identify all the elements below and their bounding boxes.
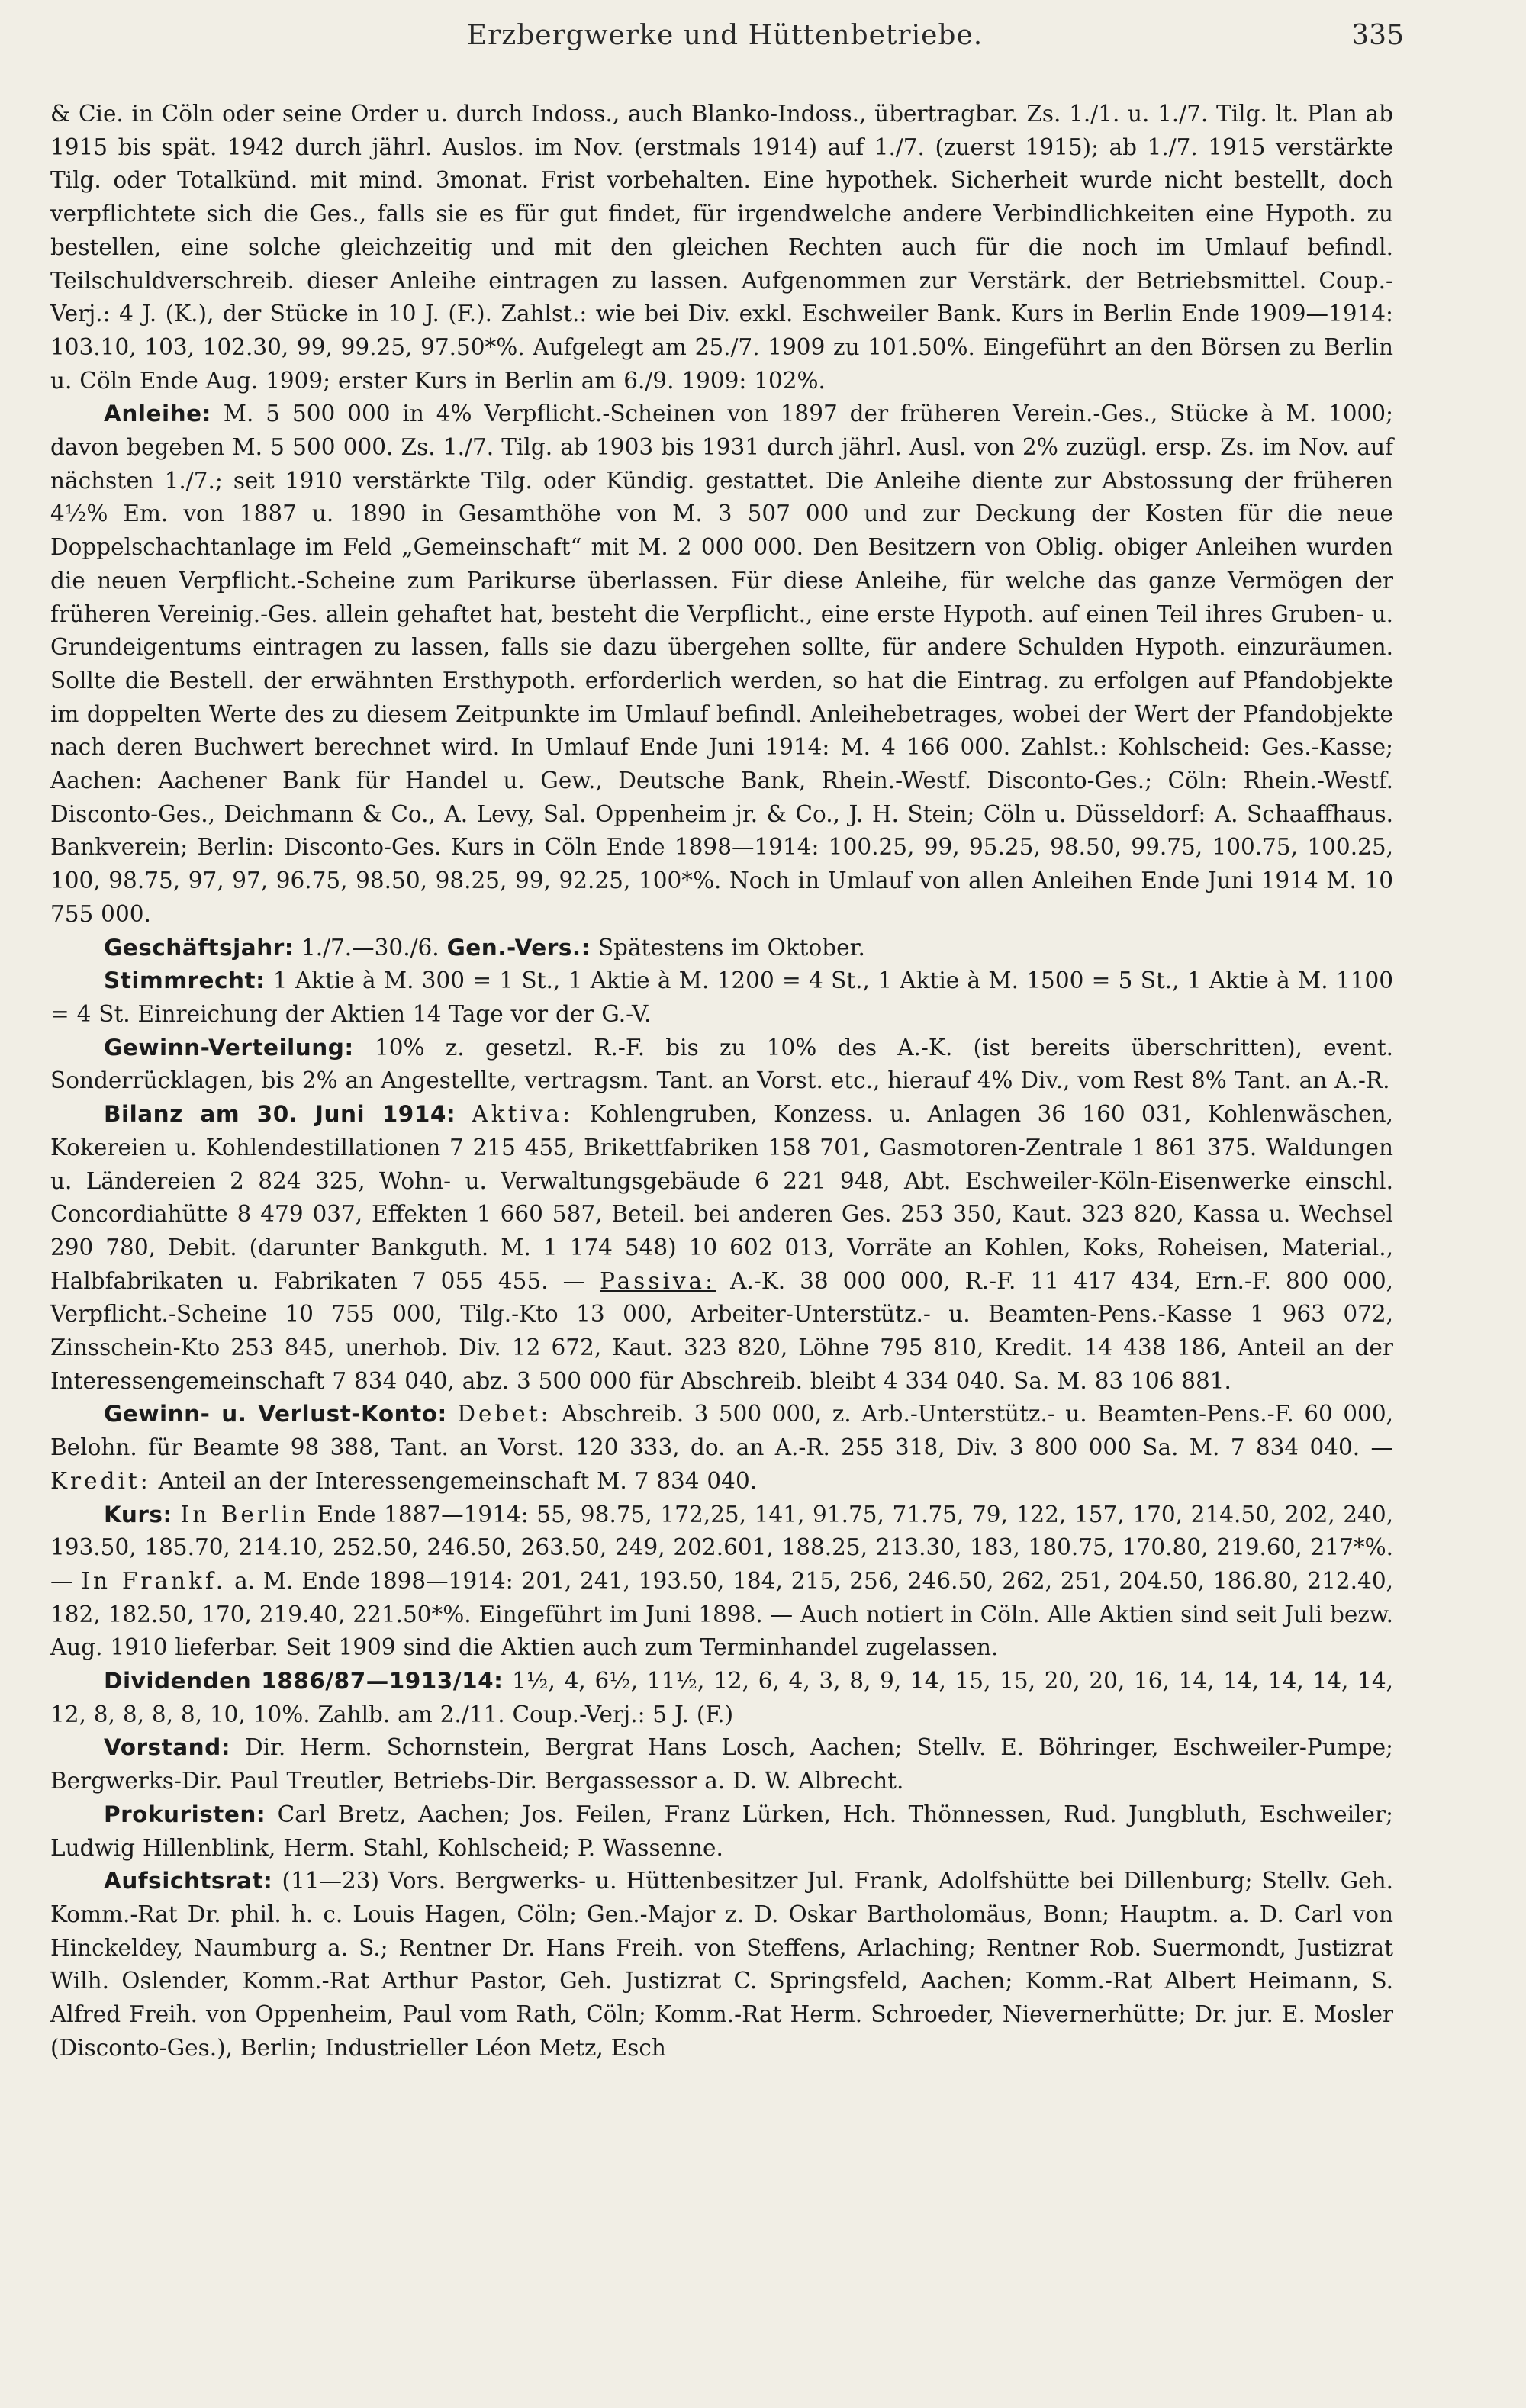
anleihe-text: M. 5 500 000 in 4% Verpflicht.-Scheinen von 1897 der früheren Verein.-Ges., Stücke à M. 1000; davon begeben M. 5 500 000. Zs. 1./7. Tilg. ab 1903 bis 1931 durch jährl. Ausl. von 2% zuzügl. ersp. Zs. im Nov. auf nächsten 1./7.; seit 1910 verstärkte Tilg. oder Kündig. gestattet. Die Anleihe diente zur Abstossung der früheren 4½% Em. von 1887 u. 1890 in Gesamthöhe von M. 3 507 000 und zur Deckung der Kosten für die neue Doppelschachtanlage im Feld „Gemeinschaft“ mit M. 2 000 000. Den Besitzern von Oblig. obiger Anleihen wurden die neuen Verpflicht.-Scheine zum Parikurse überlassen. Für diese Anleihe, für welche das ganze Vermögen der früheren Vereinig.-Ges. allein gehaftet hat, besteht die Verpflicht., eine erste Hypoth. auf einen Teil ihres Gruben- u. Grundeigentums eintragen zu lassen, falls sie dazu übergehen sollte, für andere Schulden Hypoth. einzuräumen. Sollte die Bestell. der erwähnten Ersthypoth. erforderlich werden, so hat die Eintrag. zu erfolgen auf Pfandobjekte im doppelten Werte des zu diesem Zeitpunkte im Umlauf befindl. Anleihebetrages, wobei der Wert der Pfandobjekte nach deren Buchwert berechnet wird. In Umlauf Ende Juni 1914: M. 4 166 000. Zahlst.: Kohlscheid: Ges.-Kasse; Aachen: Aachener Bank für Handel u. Gew., Deutsche Bank, Rhein.-Westf. Disconto-Ges.; Cöln: Rhein.-Westf. Disconto-Ges., Deichmann & Co., A. Levy, Sal. Oppenheim jr. & Co., J. H. Stein; Cöln u. Düsseldorf: A. Schaaffhaus. Bankverein; Berlin: Disconto-Ges. Kurs in Cöln Ende 1898—1914: 100.25, 99, 95.25, 98.50, 99.75, 100.75, 100.25, 100, 98.75, 97, 97, 96.75, 98.50, 98.25, 99, 92.25, 100*%. Noch in Umlauf von allen Anleihen Ende Juni 1914 M. 10 755 000. [50,401,1393,927]
paragraph-geschaeftsjahr [50,932,1393,965]
paragraph-gewinn-verlust [50,1398,1393,1498]
aufsichtsrat-text: (11—23) Vors. Bergwerks- u. Hüttenbesitzer Jul. Frank, Adolfshütte bei Dillenburg; Stellv. Geh. Komm.-Rat Dr. phil. h. c. Louis Hagen, Cöln; Gen.-Major z. D. Oskar Bartholomäus, Bonn; Hauptm. a. D. Carl von Hinckeldey, Naumburg a. S.; Rentner Dr. Hans Freih. von Steffens, Arlaching; Rentner Rob. Suermondt, Justizrat Wilh. Oslender, Komm.-Rat Arthur Pastor, Geh. Justizrat C. Springsfeld, Aachen; Komm.-Rat Albert Heimann, S. Alfred Freih. von Oppenheim, Paul vom Rath, Cöln; Komm.-Rat Herm. Schroeder, Nievernerhütte; Dr. jur. E. Mosler (Disconto-Ges.), Berlin; Industrieller Léon Metz, Esch [50,1868,1393,2061]
gewinn-verteilung-label: Gewinn-Verteilung: [104,1034,354,1061]
geschaeftsjahr-label: Geschäftsjahr: [104,934,295,961]
paragraph-aufsichtsrat [50,1865,1393,2065]
paragraph-stimmrecht [50,964,1393,1031]
page-number: 335 [1351,20,1404,51]
bilanz-label: Bilanz am 30. Juni 1914: [104,1101,456,1128]
paragraph-dividenden [50,1665,1393,1731]
aktiva-label: Aktiva: [472,1101,574,1128]
page-header [53,17,1404,55]
aktiva-text: Kohlengruben, Konzess. u. Anlagen 36 160 031, Kohlenwäschen, Kokereien u. Kohlendestillationen 7 215 455, Brikettfabriken 158 701, Gasmotoren-Zentrale 1 861 375. Waldungen u. Ländereien 2 824 325, Wohn- u. Verwaltungsgebäude 6 221 948, Abt. Eschweiler-Köln-Eisenwerke einschl. Concordiahütte 8 479 037, Effekten 1 660 587, Beteil. bei anderen Ges. 253 350, Kaut. 323 820, Kassa u. Wechsel 290 780, Debit. (darunter Bankguth. M. 1 174 548) 10 602 013, Vorräte an Kohlen, Koks, Roheisen, Material., Halbfabrikaten u. Fabrikaten 7 055 455. — [50,1101,1393,1294]
paragraph-vorstand [50,1731,1393,1798]
paragraph-kurs [50,1499,1393,1666]
prokuristen-text: Carl Bretz, Aachen; Jos. Feilen, Franz Lürken, Hch. Thönnessen, Rud. Jungbluth, Eschweiler; Ludwig Hillenblink, Herm. Stahl, Kohlscheid; P. Wassenne. [50,1801,1393,1861]
kurs-frankfurt-text: a. M. Ende 1898—1914: 201, 241, 193.50, 184, 215, 256, 246.50, 262, 251, 204.50, 186.80, 212.40, 182, 182.50, 170, 219.40, 221.50*%. Eingeführt im Juni 1898. — Auch notiert in Cöln. Alle Aktien sind seit Juli bezw. Aug. 1910 lieferbar. Seit 1909 sind die Aktien auch zum Terminhandel zugelassen. [50,1567,1393,1661]
gewinn-verlust-label: Gewinn- u. Verlust-Konto: [104,1401,447,1428]
kredit-text: Anteil an der Interessengemeinschaft M. 7 834 040. [158,1467,758,1494]
paragraph-anleihe [50,398,1393,931]
debet-text: Abschreib. 3 500 000, z. Arb.-Unterstütz.- u. Beamten-Pens.-F. 60 000, Belohn. für Beamte 98 388, Tant. an Vorst. 120 333, do. an A.-R. 255 318, Div. 3 800 000 Sa. M. 7 834 040. — [50,1401,1393,1461]
stimmrecht-text: 1 Aktie à M. 300 = 1 St., 1 Aktie à M. 1200 = 4 St., 1 Aktie à M. 1500 = 5 St., 1 Aktie à M. 1100 = 4 St. Einreichung der Aktien 14 Tage vor der G.-V. [50,967,1393,1027]
bond-text: & Cie. in Cöln oder seine Order u. durch Indoss., auch Blanko-Indoss., übertragbar. Zs. 1./1. u. 1./7. Tilg. lt. Plan ab 1915 bis spät. 1942 durch jährl. Auslos. im Nov. (erstmals 1914) auf 1./7. (zuerst 1915); ab 1./7. 1915 verstärkte Tilg. oder Totalkünd. mit mind. 3monat. Frist vorbehalten. Eine hypothek. Sicherheit wurde nicht bestellt, doch verpflichtete sich die Ges., falls sie es für gut findet, für irgendwelche andere Verbindlichkeiten eine Hypoth. zu bestellen, eine solche gleichzeitig und mit den gleichen Rechten auch für die noch im Umlauf befindl. Teilschuldverschreib. dieser Anleihe eintragen zu lassen. Aufgenommen zur Verstärk. der Betriebsmittel. Coup.-Verj.: 4 J. (K.), der Stücke in 10 J. (F.). Zahlst.: wie bei Div. exkl. Eschweiler Bank. Kurs in Berlin Ende 1909—1914: 103.10, 103, 102.30, 99, 99.25, 97.50*%. Aufgelegt am 25./7. 1909 zu 101.50%. Eingeführt an den Börsen zu Berlin u. Cöln Ende Aug. 1909; erster Kurs in Berlin am 6./9. 1909: 102%. [50,101,1393,394]
geschaeftsjahr-text: 1./7.—30./6. [301,934,439,961]
kurs-berlin-text: Ende 1887—1914: 55, 98.75, 172,25, 141, 91.75, 71.75, 79, 122, 157, 170, 214.50, 202, 240, 193.50, 185.70, 214.10, 252.50, 246.50, 263.50, 249, 202.601, 188.25, 213.30, 183, 180.75, 170.80, 219.60, 217*%. — [50,1501,1393,1594]
anleihe-label: Anleihe: [104,401,211,427]
paragraph-gewinn-verteilung [50,1032,1393,1098]
vorstand-label: Vorstand: [104,1734,231,1761]
stimmrecht-label: Stimmrecht: [104,967,266,994]
passiva-label: Passiva: [600,1267,716,1294]
paragraph-bilanz [50,1098,1393,1398]
aufsichtsrat-label: Aufsichtsrat: [104,1868,273,1895]
gen-vers-label: Gen.-Vers.: [446,934,591,961]
debet-label: Debet: [457,1401,552,1428]
paragraph-prokuristen [50,1798,1393,1865]
body-text [50,98,1393,2065]
dividenden-text: 1½, 4, 6½, 11½, 12, 6, 4, 3, 8, 9, 14, 15, 15, 20, 20, 16, 14, 14, 14, 14, 14, 12, 8, 8, 8, 8, 10, 10%. Zahlb. am 2./11. Coup.-Verj.: 5 J. (F.) [50,1668,1393,1727]
kurs-berlin-label: In Berlin [180,1501,309,1528]
kurs-label: Kurs: [104,1501,172,1528]
gewinn-verteilung-text: 10% z. gesetzl. R.-F. bis zu 10% des A.-K. (ist bereits überschritten), event. Sonderrücklagen, bis 2% an Angestellte, vertragsm. Tant. an Vorst. etc., hierauf 4% Div., vom Rest 8% Tant. an A.-R. [50,1034,1393,1094]
paragraph-bond-continued [50,98,1393,398]
kredit-label: Kredit: [50,1467,151,1494]
gen-vers-text: Spätestens im Oktober. [597,934,865,961]
kurs-frankfurt-label: In Frankf. [81,1567,227,1594]
running-title: Erzbergwerke und Hüttenbetriebe. [466,20,984,51]
dividenden-label: Dividenden 1886/87—1913/14: [104,1668,504,1695]
vorstand-text: Dir. Herm. Schornstein, Bergrat Hans Losch, Aachen; Stellv. E. Böhringer, Eschweiler-Pumpe; Bergwerks-Dir. Paul Treutler, Betriebs-Dir. Bergassessor a. D. W. Albrecht. [50,1734,1393,1795]
prokuristen-label: Prokuristen: [104,1801,266,1827]
passiva-text: A.-K. 38 000 000, R.-F. 11 417 434, Ern.-F. 800 000, Verpflicht.-Scheine 10 755 000, Tilg.-Kto 13 000, Arbeiter-Unterstütz.- u. Beamten-Pens.-Kasse 1 963 072, Zinsschein-Kto 253 845, unerhob. Div. 12 672, Kaut. 323 820, Löhne 795 810, Kredit. 14 438 186, Anteil an der Interessengemeinschaft 7 834 040, abz. 3 500 000 für Abschreib. bleibt 4 334 040. Sa. M. 83 106 881. [50,1267,1393,1394]
